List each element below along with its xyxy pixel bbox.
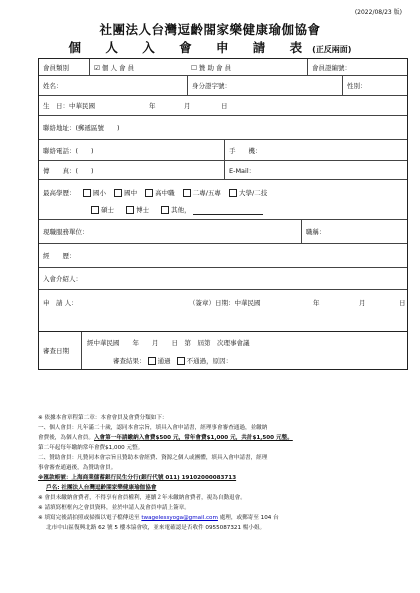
edu-master-label: 碩士 xyxy=(101,206,114,214)
gender-field[interactable]: 性別： xyxy=(342,76,407,95)
subtitle-note: (正反兩面) xyxy=(312,45,352,54)
experience-field[interactable]: 經 歷： xyxy=(43,252,76,260)
fax-field[interactable]: 傳 真：( ) xyxy=(43,166,94,175)
sign-month-label: 月 xyxy=(359,299,366,307)
education-options-line1 xyxy=(83,188,267,197)
review-meeting-line: 經中華民國 年 月 日 第 屆第 次理事會議 xyxy=(87,339,250,347)
education-row xyxy=(39,179,407,219)
checkbox-icon xyxy=(126,206,134,214)
note-bank-account: ※匯款帳號：上海商業儲蓄銀行民生分行(銀行代號 011) 19102000083713 xyxy=(38,475,237,481)
edu-junior-high-option[interactable] xyxy=(114,189,137,197)
education-label: 最高學歷： xyxy=(43,189,76,197)
name-row xyxy=(39,75,407,95)
birthday-label: 生 日：中華民國 xyxy=(43,102,95,110)
note-address: 北市中山區復興北路 62 號 5 樓本協會收，並來電確認是否收件 0955087321 楊小姐。 xyxy=(46,525,266,531)
note-individual-2a: 會費後，為個人會員。 xyxy=(38,435,94,441)
note-submit-b: 處理，或郵寄至 104 台 xyxy=(219,515,279,521)
edu-other-input[interactable] xyxy=(193,206,263,215)
edu-junior-college-option[interactable] xyxy=(183,189,221,197)
edu-university-label: 大學/二技 xyxy=(239,189,268,197)
note-submit-a: ※ 填寫完後請拍照或掃描以電子檔傳送至 xyxy=(38,515,140,521)
checkbox-icon xyxy=(114,189,122,197)
edu-other-label: 其他， xyxy=(171,206,191,214)
review-fail-option[interactable] xyxy=(177,357,233,365)
email-field[interactable]: E-Mail： xyxy=(224,161,407,179)
applicant-row xyxy=(39,289,407,331)
phone-field[interactable]: 聯絡電話：( ) xyxy=(43,146,94,155)
phone-row xyxy=(39,139,407,160)
address-field[interactable]: 聯絡地址：(郵遞區號 ) xyxy=(43,124,120,132)
referrer-field[interactable]: 入會介紹人： xyxy=(43,275,82,283)
edu-high-school-option[interactable] xyxy=(145,189,175,197)
review-row xyxy=(39,331,407,369)
review-date-label: 審查日期 xyxy=(43,347,69,355)
birth-year-label: 年 xyxy=(149,102,156,110)
checkbox-icon xyxy=(177,357,185,365)
application-form xyxy=(38,58,408,370)
subtitle-text: 個 人 入 會 申 請 表 xyxy=(68,40,313,55)
edu-master-option[interactable] xyxy=(91,206,114,214)
checkbox-icon xyxy=(145,189,153,197)
employer-row xyxy=(39,219,407,243)
form-subtitle xyxy=(0,38,420,56)
review-result-label: 審查結果： xyxy=(113,357,146,365)
edu-junior-college-label: 二專/五專 xyxy=(192,189,221,197)
notes-section xyxy=(38,413,410,533)
job-title-field[interactable]: 職稱： xyxy=(301,220,407,243)
edu-doctor-label: 博士 xyxy=(136,206,150,214)
referrer-row xyxy=(39,267,407,289)
applicant-label: 申 請 人： xyxy=(43,299,78,307)
member-type-label: 會員類別 xyxy=(43,63,69,72)
checkbox-icon xyxy=(148,357,156,365)
edu-elementary-option[interactable] xyxy=(83,189,106,197)
checkbox-icon xyxy=(183,189,191,197)
edu-elementary-label: 國小 xyxy=(93,189,106,197)
sign-day-label: 日 xyxy=(399,299,406,307)
edu-university-option[interactable] xyxy=(229,189,267,197)
sign-year-label: 年 xyxy=(313,299,320,307)
note-sponsor-1: 二、贊助會員：凡贊同本會宗旨且贊助本會經費、資源之個人或團體，填具入會申請書，經理 xyxy=(38,455,268,461)
note-individual-2 xyxy=(38,433,410,443)
review-divider xyxy=(81,332,82,369)
note-fee-highlight: 入會第一年請繳納入會費$500 元，常年會費$1,000 元，共計$1,500 元整。 xyxy=(93,435,293,441)
note-membership-types: ※ 依據本會章程第二章：本會會員及會費分類如下： xyxy=(38,415,168,421)
name-field[interactable]: 姓名： xyxy=(43,82,63,90)
edu-high-school-label: 高中職 xyxy=(155,189,175,197)
edu-other-option[interactable] xyxy=(161,206,263,214)
member-type-individual-checkbox[interactable]: ☑ 個 人 會 員 xyxy=(89,59,187,75)
checkbox-icon xyxy=(229,189,237,197)
note-unpaid: ※ 會員未繳納會費者，不得享有會員權利，連續２年未繳納會費者，視為自動退會。 xyxy=(38,495,246,501)
birth-month-label: 月 xyxy=(184,102,191,110)
member-type-row xyxy=(39,59,407,75)
employer-field[interactable]: 現職服務單位： xyxy=(43,228,89,236)
experience-row xyxy=(39,243,407,267)
edu-junior-high-label: 國中 xyxy=(124,189,138,197)
member-type-sponsor-checkbox[interactable]: ☐ 贊 助 會 員 xyxy=(191,63,232,72)
note-individual-1: 一、個人會員：凡年滿二十歲，認同本會宗旨，填具入會申請書，經理事會審查通過，並繳納 xyxy=(38,425,268,431)
member-number-field[interactable]: 會員證編號： xyxy=(307,59,407,75)
review-pass-option[interactable] xyxy=(148,357,171,365)
address-row xyxy=(39,115,407,139)
checkbox-icon xyxy=(83,189,91,197)
birthday-row xyxy=(39,95,407,115)
birth-day-label: 日 xyxy=(221,102,228,110)
id-number-field[interactable]: 身分證字號： xyxy=(187,76,342,95)
signature-date-label: （簽章）日期：中華民國 xyxy=(189,299,261,307)
note-sponsor-2: 事會審查通過後，為贊助會員。 xyxy=(38,465,117,471)
review-fail-label: 不通過，原因： xyxy=(186,357,233,365)
email-link[interactable]: twagelessyoga@gmail.com xyxy=(141,515,218,521)
edu-doctor-option[interactable] xyxy=(126,206,149,214)
note-fill: ※ 請填寫框框內之會員資料，並於申請人及會員申請上簽章。 xyxy=(38,505,190,511)
note-annual-fee: 第二年起每年繳納常年會費$1,000 元整。 xyxy=(38,445,144,451)
checkbox-icon xyxy=(161,206,169,214)
checkbox-icon xyxy=(91,206,99,214)
version-date: (2022/08/23 版) xyxy=(354,9,402,16)
review-result-line xyxy=(113,356,232,365)
review-pass-label: 通過 xyxy=(157,357,171,365)
note-account-name: 戶名: 社團法人台灣逗齡閤家樂健康瑜伽協會 xyxy=(46,485,157,491)
note-submit xyxy=(38,513,410,523)
fax-row xyxy=(39,160,407,179)
form-title: 社團法人台灣逗齡閤家樂健康瑜伽協會 xyxy=(99,22,321,37)
education-options-line2 xyxy=(91,205,263,215)
mobile-field[interactable]: 手 機： xyxy=(224,140,407,160)
